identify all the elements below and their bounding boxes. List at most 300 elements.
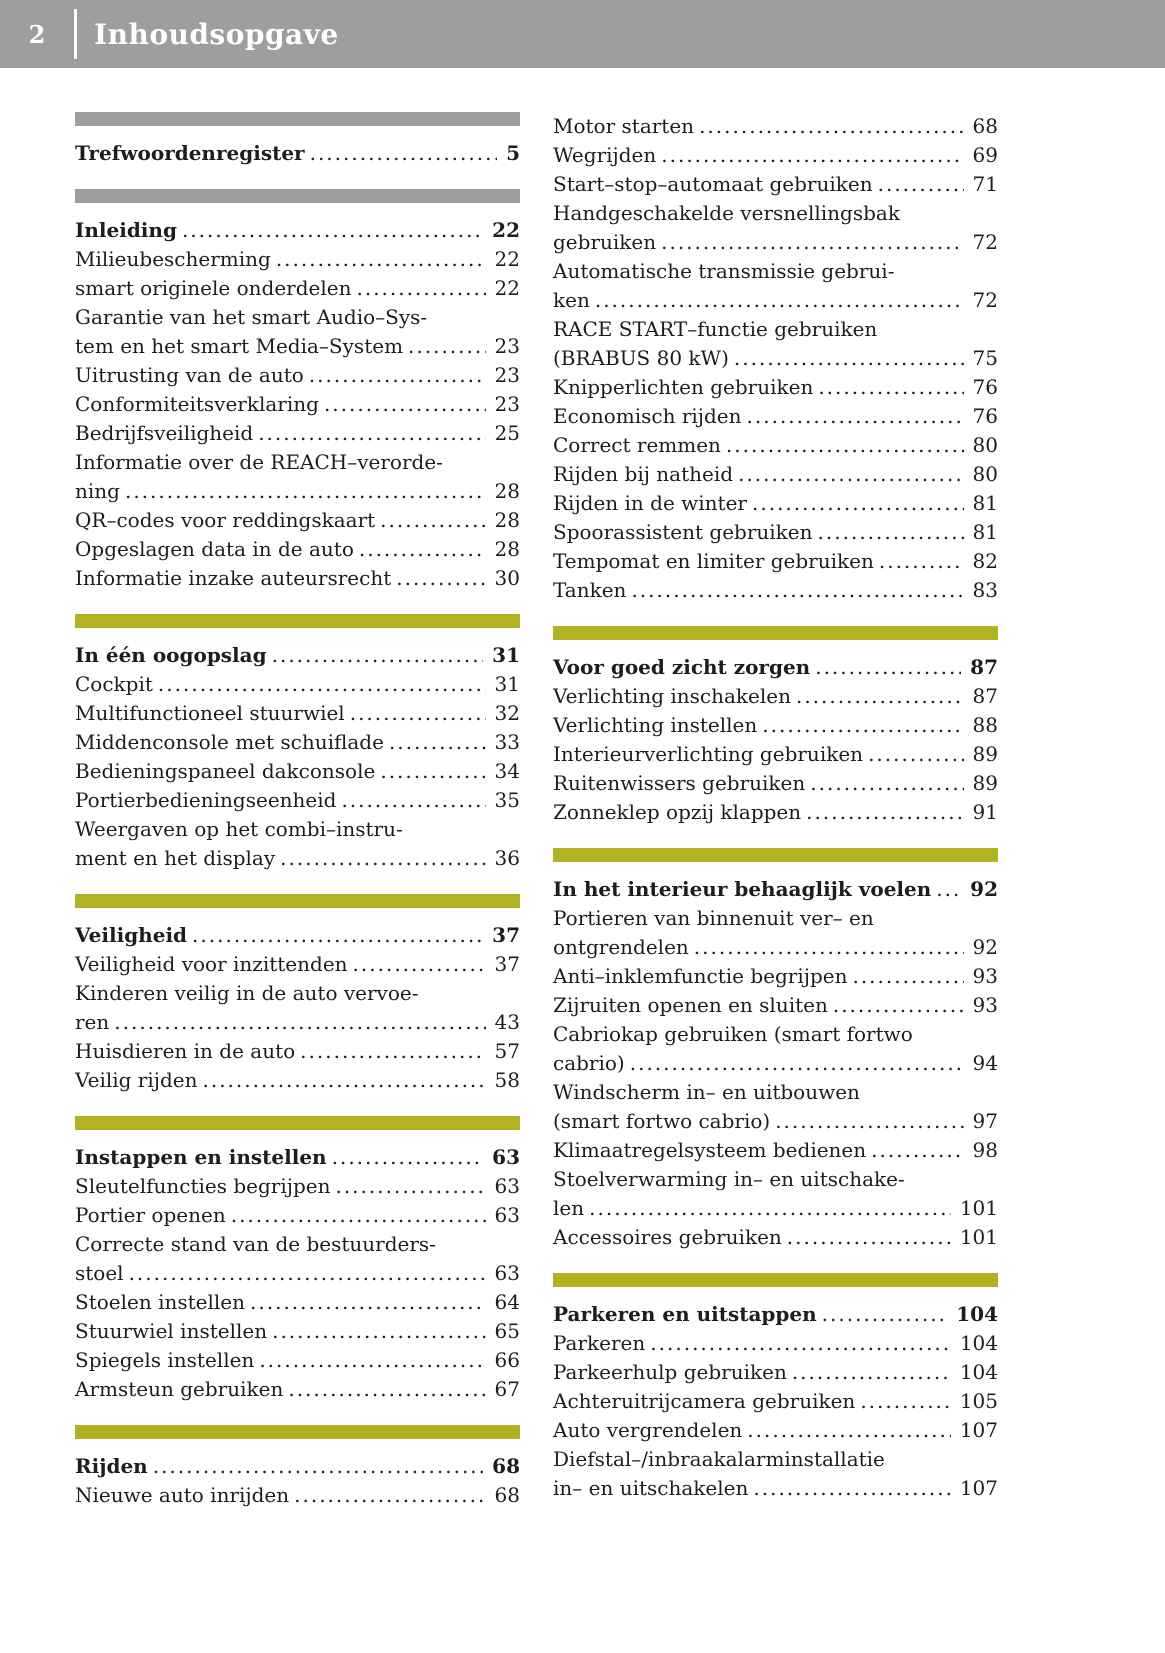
toc-entry-row [553, 1416, 998, 1445]
dot-leader [747, 489, 964, 518]
toc-entry [75, 419, 520, 448]
toc-entry-page-number: 76 [972, 404, 998, 428]
toc-entry [553, 141, 998, 170]
toc-entry-title: in– en uitschakelen [553, 1476, 749, 1500]
toc-entry-row [553, 933, 998, 962]
toc-entry-page-number: 25 [494, 421, 520, 445]
toc-entry-row [75, 390, 520, 419]
toc-entry-page-number: 71 [972, 172, 998, 196]
toc-entry-row [75, 1288, 520, 1317]
dot-leader [855, 1387, 950, 1416]
toc-entry-page-number: 107 [959, 1418, 998, 1442]
toc-entry-page-number: 64 [494, 1290, 520, 1314]
toc-entry-row [75, 477, 520, 506]
toc-entry-page-number: 23 [494, 392, 520, 416]
toc-entry-row [553, 286, 998, 315]
toc-entry-row [75, 1481, 520, 1510]
toc-entry-page-number: 37 [492, 923, 520, 947]
toc-entry [75, 728, 520, 757]
toc-entry-row [553, 1136, 998, 1165]
toc-entry-page-number: 105 [959, 1389, 998, 1413]
toc-entry-row [75, 1172, 520, 1201]
dot-leader [226, 1201, 486, 1230]
toc-entry-row [553, 682, 998, 711]
dot-leader [327, 1143, 484, 1172]
toc-entry-title: smart originele onderdelen [75, 276, 352, 300]
toc-entry-row [75, 1452, 520, 1481]
toc-entry-title: Zijruiten openen en sluiten [553, 993, 828, 1017]
toc-entry-row [75, 139, 520, 168]
toc-entry-title-lines: Automatische transmissie gebrui- [553, 259, 895, 283]
toc-entry-row [553, 402, 998, 431]
toc-entry-title: Tempomat en limiter gebruiken [553, 549, 874, 573]
toc-entry-page-number: 101 [959, 1225, 998, 1249]
dot-leader [197, 1066, 485, 1095]
dot-leader [866, 1136, 963, 1165]
toc-entry-row [553, 518, 998, 547]
toc-entry-page-number: 63 [494, 1203, 520, 1227]
toc-entry-page-number: 22 [492, 218, 520, 242]
dot-leader [403, 332, 486, 361]
toc-entry [75, 1037, 520, 1066]
toc-entry [553, 1020, 998, 1078]
toc-entry-title: Armsteun gebruiken [75, 1377, 284, 1401]
dot-leader [384, 728, 486, 757]
toc-entry-title: Portierbedieningseenheid [75, 788, 337, 812]
toc-entry [553, 373, 998, 402]
toc-entry-title: Auto vergrendelen [553, 1418, 743, 1442]
dot-leader [813, 373, 963, 402]
toc-entry-title-lines: Stoelverwarming in– en uitschake- [553, 1167, 905, 1191]
toc-entry [75, 1481, 520, 1510]
toc-entry-page-number: 80 [972, 433, 998, 457]
dot-leader [817, 1300, 948, 1329]
toc-entry [75, 757, 520, 786]
toc-entry-page-number: 57 [494, 1039, 520, 1063]
toc-entry-title: Voor goed zicht zorgen [553, 655, 811, 679]
toc-entry-row [75, 844, 520, 873]
toc-entry [553, 740, 998, 769]
toc-entry-page-number: 72 [972, 288, 998, 312]
toc-entry-page-number: 28 [494, 537, 520, 561]
toc-entry-title: Start–stop–automaat gebruiken [553, 172, 873, 196]
toc-entry [553, 170, 998, 199]
toc-entry-row [75, 1143, 520, 1172]
dot-leader [319, 390, 486, 419]
dot-leader [187, 921, 483, 950]
toc-chapter-entry [553, 1300, 998, 1329]
dot-leader [689, 933, 964, 962]
toc-entry-title: Middenconsole met schuiflade [75, 730, 384, 754]
toc-entry-page-number: 36 [494, 846, 520, 870]
toc-entry-title: Tanken [553, 578, 627, 602]
toc-entry [553, 576, 998, 605]
toc-entry-page-number: 93 [972, 964, 998, 988]
dot-leader [810, 653, 961, 682]
page-number: 2 [28, 19, 46, 49]
toc-entry-page-number: 104 [959, 1360, 998, 1384]
toc-entry-page-number: 93 [972, 993, 998, 1017]
dot-leader [873, 170, 964, 199]
toc-entry-row [75, 535, 520, 564]
toc-entry-title: Spoorassistent gebruiken [553, 520, 813, 544]
toc-entry-row [553, 991, 998, 1020]
toc-entry [75, 786, 520, 815]
toc-entry-title: Bedieningspaneel dakconsole [75, 759, 376, 783]
dot-leader [770, 1107, 963, 1136]
toc-entry-title: Opgeslagen data in de auto [75, 537, 354, 561]
toc-entry-row [75, 274, 520, 303]
toc-entry-row [75, 361, 520, 390]
toc-entry-row [75, 728, 520, 757]
toc-entry-page-number: 68 [972, 114, 998, 138]
dot-leader [348, 950, 486, 979]
toc-entry-row [75, 419, 520, 448]
toc-entry-row [553, 170, 998, 199]
toc-entry [553, 962, 998, 991]
toc-entry-row [553, 1107, 998, 1136]
toc-entry-page-number: 63 [492, 1145, 520, 1169]
toc-entry-page-number: 98 [972, 1138, 998, 1162]
toc-entry-page-number: 68 [492, 1454, 520, 1478]
toc-entry-title: Inleiding [75, 218, 177, 242]
toc-entry [75, 699, 520, 728]
toc-chapter-entry [553, 653, 998, 682]
toc-entry [553, 1358, 998, 1387]
toc-entry-title: Correct remmen [553, 433, 721, 457]
toc-entry [553, 1223, 998, 1252]
dot-leader [801, 798, 963, 827]
toc-entry-row [553, 228, 998, 257]
toc-entry [75, 1346, 520, 1375]
toc-entry-page-number: 92 [970, 877, 998, 901]
dot-leader [330, 1172, 485, 1201]
toc-entry-title-lines: Portieren van binnenuit ver– en [553, 906, 874, 930]
toc-entry-title: Parkeerhulp gebruiken [553, 1360, 787, 1384]
dot-leader [267, 641, 484, 670]
toc-entry [553, 1387, 998, 1416]
toc-entry [75, 1317, 520, 1346]
toc-entry-title: Huisdieren in de auto [75, 1039, 296, 1063]
toc-entry-row [553, 1358, 998, 1387]
toc-entry-title: Achteruitrijcamera gebruiken [553, 1389, 856, 1413]
toc-entry-title: cabrio) [553, 1051, 625, 1075]
toc-entry-page-number: 43 [494, 1010, 520, 1034]
dot-leader [120, 477, 486, 506]
dot-leader [305, 139, 497, 168]
toc-entry-title: Informatie inzake auteursrecht [75, 566, 392, 590]
toc-entry-title: len [553, 1196, 585, 1220]
toc-entry-title: Parkeren [553, 1331, 646, 1355]
toc-chapter-entry [75, 921, 520, 950]
dot-leader [245, 1288, 486, 1317]
page-header [0, 0, 1165, 68]
toc-entry-title: Klimaatregelsysteem bedienen [553, 1138, 867, 1162]
toc-entry-page-number: 5 [506, 141, 520, 165]
toc-entry [75, 1375, 520, 1404]
toc-entry-title: Trefwoordenregister [75, 141, 305, 165]
toc-entry-title: Anti–inklemfunctie begrijpen [553, 964, 848, 988]
toc-entry-page-number: 101 [959, 1196, 998, 1220]
toc-entry-page-number: 88 [972, 713, 998, 737]
toc-entry [553, 518, 998, 547]
toc-entry [553, 1416, 998, 1445]
dot-leader [584, 1194, 951, 1223]
toc-entry-row [75, 216, 520, 245]
toc-entry-page-number: 69 [972, 143, 998, 167]
toc-chapter-entry [75, 216, 520, 245]
toc-entry [75, 448, 520, 506]
toc-entry-row [75, 670, 520, 699]
toc-entry-page-number: 104 [956, 1302, 998, 1326]
toc-entry [75, 979, 520, 1037]
toc-entry-row [553, 547, 998, 576]
toc-column-left [75, 112, 520, 1510]
toc-entry [553, 798, 998, 827]
toc-entry-title: Parkeren en uitstappen [553, 1302, 817, 1326]
toc-entry-title: Conformiteitsverklaring [75, 392, 319, 416]
toc-entry-page-number: 28 [494, 479, 520, 503]
toc-entry-row [553, 798, 998, 827]
dot-leader [271, 245, 486, 274]
toc-entry-title: gebruiken [553, 230, 657, 254]
dot-leader [863, 740, 963, 769]
toc-entry-title: Economisch rijden [553, 404, 742, 428]
toc-entry-page-number: 66 [494, 1348, 520, 1372]
toc-entry-title-lines: Windscherm in– en uitbouwen [553, 1080, 860, 1104]
toc-chapter-entry [75, 641, 520, 670]
toc-entry-title-lines: Informatie over de REACH–verorde- [75, 450, 443, 474]
toc-entry-row [75, 757, 520, 786]
dot-leader [733, 460, 963, 489]
toc-entry-page-number: 37 [494, 952, 520, 976]
toc-entry-page-number: 89 [972, 771, 998, 795]
toc-entry-title: Rijden [75, 1454, 148, 1478]
toc-entry [75, 535, 520, 564]
toc-entry-title: ren [75, 1010, 110, 1034]
toc-entry-row [75, 506, 520, 535]
dot-leader [124, 1259, 486, 1288]
toc-entry-title: Rijden bij natheid [553, 462, 734, 486]
dot-leader [721, 431, 964, 460]
dot-leader [153, 670, 486, 699]
toc-entry-page-number: 82 [972, 549, 998, 573]
dot-leader [336, 786, 485, 815]
dot-leader [625, 1049, 964, 1078]
toc-entry-page-number: 68 [494, 1483, 520, 1507]
toc-entry-page-number: 94 [972, 1051, 998, 1075]
toc-entry-row [75, 786, 520, 815]
toc-entry-title: Accessoires gebruiken [553, 1225, 782, 1249]
toc-entry-page-number: 23 [494, 334, 520, 358]
toc-entry-title: Uitrusting van de auto [75, 363, 304, 387]
toc-entry-row [75, 950, 520, 979]
toc-entry-page-number: 81 [972, 491, 998, 515]
dot-leader [345, 699, 486, 728]
dot-leader [729, 344, 964, 373]
toc-entry-title: (smart fortwo cabrio) [553, 1109, 771, 1133]
dot-leader [295, 1037, 485, 1066]
toc-entry-title: Milieubescherming [75, 247, 271, 271]
dot-leader [813, 518, 964, 547]
dot-leader [782, 1223, 951, 1252]
dot-leader [109, 1008, 485, 1037]
toc-entry [553, 1165, 998, 1223]
toc-entry [553, 460, 998, 489]
toc-entry-title: QR–codes voor reddingskaart [75, 508, 376, 532]
table-of-contents [0, 68, 1165, 1510]
toc-entry-title: Spiegels instellen [75, 1348, 255, 1372]
toc-entry-row [553, 875, 998, 904]
toc-entry-row [75, 921, 520, 950]
toc-entry-row [553, 1049, 998, 1078]
section-divider-bar-accent [553, 848, 998, 862]
toc-entry-title: Wegrijden [553, 143, 657, 167]
toc-entry-page-number: 75 [972, 346, 998, 370]
toc-entry [75, 245, 520, 274]
toc-chapter-entry [75, 1452, 520, 1481]
toc-entry-row [553, 141, 998, 170]
dot-leader [791, 682, 964, 711]
toc-entry [553, 547, 998, 576]
toc-entry-page-number: 80 [972, 462, 998, 486]
toc-entry [553, 904, 998, 962]
toc-entry-title: Portier openen [75, 1203, 226, 1227]
toc-entry-page-number: 87 [972, 684, 998, 708]
toc-entry [75, 303, 520, 361]
toc-entry [75, 390, 520, 419]
toc-entry-title-lines: RACE START–functie gebruiken [553, 317, 878, 341]
toc-entry-title: Motor starten [553, 114, 695, 138]
toc-chapter-entry [75, 139, 520, 168]
section-divider-bar-gray [75, 112, 520, 126]
toc-entry-title: Cockpit [75, 672, 153, 696]
toc-entry-title-lines: Correcte stand van de bestuurders- [75, 1232, 436, 1256]
toc-entry-page-number: 104 [959, 1331, 998, 1355]
dot-leader [253, 419, 485, 448]
toc-entry-row [553, 1329, 998, 1358]
toc-entry [75, 564, 520, 593]
toc-entry-row [75, 641, 520, 670]
toc-entry-title: Multifunctioneel stuurwiel [75, 701, 345, 725]
toc-entry-title: Instappen en instellen [75, 1145, 327, 1169]
toc-entry-title: Verlichting instellen [553, 713, 758, 737]
dot-leader [805, 769, 963, 798]
toc-entry-row [553, 344, 998, 373]
toc-entry [553, 1445, 998, 1503]
toc-entry-page-number: 33 [494, 730, 520, 754]
toc-entry-row [75, 1346, 520, 1375]
section-divider-bar-accent [75, 1425, 520, 1439]
toc-entry [75, 1201, 520, 1230]
toc-entry-page-number: 58 [494, 1068, 520, 1092]
section-divider-bar-accent [553, 626, 998, 640]
toc-entry-title-lines: Handgeschakelde versnellingsbak [553, 201, 900, 225]
toc-entry-row [553, 653, 998, 682]
toc-entry [553, 1136, 998, 1165]
toc-entry-row [75, 1037, 520, 1066]
toc-entry [75, 1230, 520, 1288]
toc-entry-page-number: 89 [972, 742, 998, 766]
toc-chapter-entry [75, 1143, 520, 1172]
toc-column-right [553, 112, 998, 1503]
toc-entry-title: In het interieur behaaglijk voelen [553, 877, 932, 901]
toc-entry-row [553, 962, 998, 991]
toc-entry-title: Zonneklep opzij klappen [553, 800, 802, 824]
dot-leader [351, 274, 485, 303]
dot-leader [874, 547, 964, 576]
toc-entry-row [75, 564, 520, 593]
toc-entry-row [553, 1474, 998, 1503]
toc-entry-row [553, 769, 998, 798]
toc-entry-title: stoel [75, 1261, 124, 1285]
toc-entry-page-number: 34 [494, 759, 520, 783]
toc-entry-row [553, 460, 998, 489]
toc-entry [553, 431, 998, 460]
dot-leader [656, 228, 963, 257]
toc-entry-row [75, 1259, 520, 1288]
toc-entry-row [553, 373, 998, 402]
dot-leader [742, 402, 964, 431]
dot-leader [742, 1416, 951, 1445]
toc-entry-page-number: 32 [494, 701, 520, 725]
toc-entry [75, 815, 520, 873]
section-divider-bar-accent [75, 1116, 520, 1130]
section-divider-bar-accent [553, 1273, 998, 1287]
toc-entry-page-number: 65 [494, 1319, 520, 1343]
toc-entry-page-number: 87 [970, 655, 998, 679]
toc-entry-page-number: 63 [494, 1261, 520, 1285]
toc-entry-title: ken [553, 288, 590, 312]
dot-leader [787, 1358, 951, 1387]
header-divider [74, 9, 77, 59]
toc-entry-page-number: 83 [972, 578, 998, 602]
section-divider-bar-gray [75, 189, 520, 203]
dot-leader [289, 1481, 485, 1510]
toc-entry-row [553, 112, 998, 141]
dot-leader [304, 361, 486, 390]
toc-entry-title: tem en het smart Media–System [75, 334, 404, 358]
toc-entry-row [75, 1201, 520, 1230]
toc-entry [75, 1172, 520, 1201]
toc-entry-page-number: 22 [494, 247, 520, 271]
toc-entry-row [75, 332, 520, 361]
toc-entry-title-lines: Weergaven op het combi–instru- [75, 817, 403, 841]
dot-leader [177, 216, 483, 245]
dot-leader [656, 141, 963, 170]
toc-entry-title: Ruitenwissers gebruiken [553, 771, 806, 795]
toc-entry-page-number: 92 [972, 935, 998, 959]
toc-entry [553, 112, 998, 141]
dot-leader [275, 844, 485, 873]
toc-entry-title: (BRABUS 80 kW) [553, 346, 729, 370]
toc-entry-page-number: 31 [494, 672, 520, 696]
toc-entry [553, 682, 998, 711]
toc-entry-page-number: 107 [959, 1476, 998, 1500]
toc-entry-title-lines: Diefstal–/inbraakalarminstallatie [553, 1447, 885, 1471]
toc-entry-row [75, 1375, 520, 1404]
toc-entry [75, 1066, 520, 1095]
toc-entry-row [553, 1300, 998, 1329]
toc-entry-page-number: 28 [494, 508, 520, 532]
dot-leader [375, 506, 485, 535]
toc-entry-title: Stoelen instellen [75, 1290, 246, 1314]
toc-entry [75, 1288, 520, 1317]
toc-entry-row [553, 1194, 998, 1223]
toc-entry-row [553, 711, 998, 740]
toc-entry [75, 950, 520, 979]
dot-leader [391, 564, 485, 593]
